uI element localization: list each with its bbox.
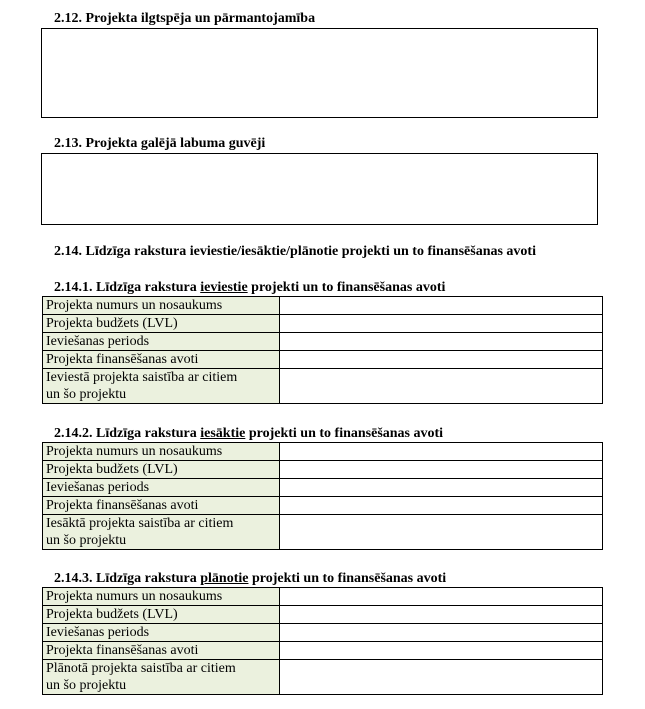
table-row <box>43 479 603 497</box>
table-row <box>43 369 603 404</box>
row-label: Ieviešanas periods <box>43 624 280 642</box>
row-label: Projekta numurs un nosaukums <box>43 297 280 315</box>
row-label <box>43 369 280 404</box>
table-row <box>43 333 603 351</box>
implemented-projects-table <box>42 296 603 404</box>
sustainability-text-area[interactable] <box>41 28 598 118</box>
row-value-field[interactable] <box>280 369 603 404</box>
title-prefix: 2.14.3. Līdzīga rakstura <box>54 571 201 586</box>
table-row <box>43 443 603 461</box>
row-label: Projekta budžets (LVL) <box>43 315 280 333</box>
row-label: Projekta finansēšanas avoti <box>43 642 280 660</box>
table-row <box>43 660 603 695</box>
row-value-field[interactable] <box>280 642 603 660</box>
row-label: Ieviešanas periods <box>43 479 280 497</box>
planned-projects-table <box>42 587 603 695</box>
section-2-13-title: 2.13. Projekta galējā labuma guvēji <box>54 136 266 151</box>
row-label: Projekta budžets (LVL) <box>43 606 280 624</box>
title-suffix: projekti un to finansēšanas avoti <box>247 280 446 295</box>
section-2-14-title: 2.14. Līdzīga rakstura ieviestie/iesāktie/plānotie projekti un to finansēšanas avoti <box>54 244 536 259</box>
table-row <box>43 624 603 642</box>
section-2-14-3-title <box>54 571 446 587</box>
relation-line-2: un šo projektu <box>46 387 127 402</box>
table-row <box>43 297 603 315</box>
title-prefix: 2.14.2. Līdzīga rakstura <box>54 426 201 441</box>
table-row <box>43 497 603 515</box>
table-row <box>43 642 603 660</box>
relation-line-1: Plānotā projekta saistība ar citiem <box>46 661 236 676</box>
row-label: Projekta budžets (LVL) <box>43 461 280 479</box>
row-value-field[interactable] <box>280 333 603 351</box>
relation-line-1: Iesāktā projekta saistība ar citiem <box>46 516 234 531</box>
table-row <box>43 461 603 479</box>
row-value-field[interactable] <box>280 351 603 369</box>
title-keyword: ieviestie <box>200 280 248 295</box>
row-label: Ieviešanas periods <box>43 333 280 351</box>
row-label: Projekta numurs un nosaukums <box>43 588 280 606</box>
table-row <box>43 515 603 550</box>
relation-line-2: un šo projektu <box>46 678 127 693</box>
title-prefix: 2.14.1. Līdzīga rakstura <box>54 280 201 295</box>
beneficiaries-text-area[interactable] <box>41 153 598 225</box>
section-2-14-2-title <box>54 426 443 442</box>
section-2-14-1-title <box>54 280 445 296</box>
table-row <box>43 351 603 369</box>
row-label <box>43 515 280 550</box>
table-row <box>43 315 603 333</box>
title-suffix: projekti un to finansēšanas avoti <box>248 571 447 586</box>
relation-line-2: un šo projektu <box>46 533 127 548</box>
table-row <box>43 606 603 624</box>
row-label: Projekta numurs un nosaukums <box>43 443 280 461</box>
title-keyword: plānotie <box>200 571 249 586</box>
row-value-field[interactable] <box>280 461 603 479</box>
row-value-field[interactable] <box>280 606 603 624</box>
row-label <box>43 660 280 695</box>
title-suffix: projekti un to finansēšanas avoti <box>245 426 444 441</box>
row-value-field[interactable] <box>280 443 603 461</box>
title-keyword: iesāktie <box>200 426 246 441</box>
row-value-field[interactable] <box>280 297 603 315</box>
table-row <box>43 588 603 606</box>
row-value-field[interactable] <box>280 315 603 333</box>
row-value-field[interactable] <box>280 588 603 606</box>
row-value-field[interactable] <box>280 497 603 515</box>
row-value-field[interactable] <box>280 479 603 497</box>
started-projects-table <box>42 442 603 550</box>
row-label: Projekta finansēšanas avoti <box>43 351 280 369</box>
row-value-field[interactable] <box>280 660 603 695</box>
row-value-field[interactable] <box>280 515 603 550</box>
relation-line-1: Ieviestā projekta saistība ar citiem <box>46 370 238 385</box>
row-label: Projekta finansēšanas avoti <box>43 497 280 515</box>
section-2-12-title: 2.12. Projekta ilgtspēja un pārmantojamība <box>54 11 316 26</box>
row-value-field[interactable] <box>280 624 603 642</box>
